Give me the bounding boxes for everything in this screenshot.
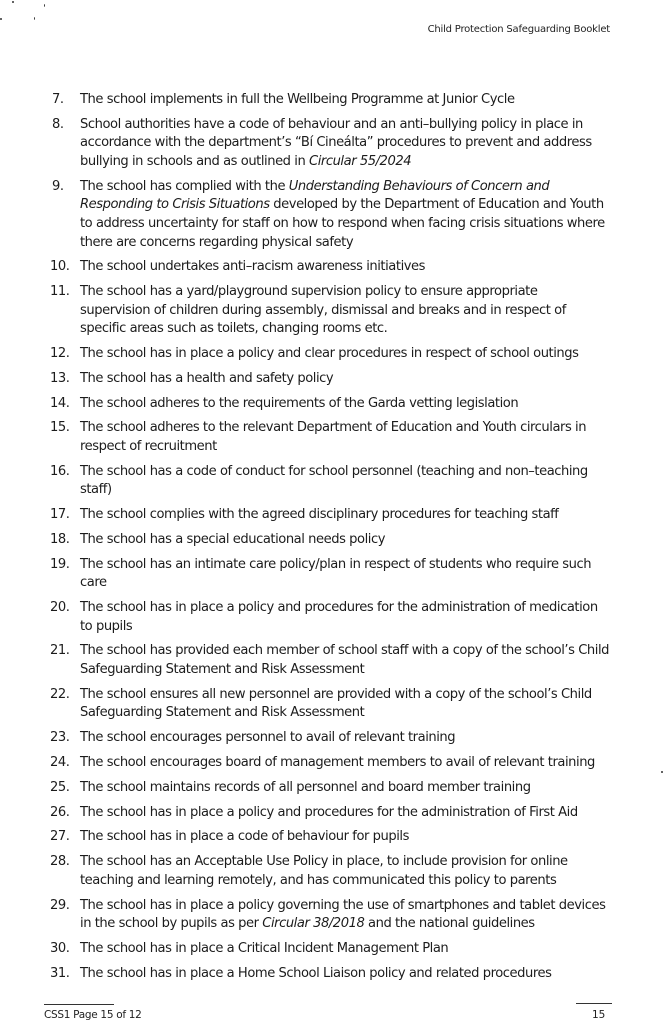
list-item xyxy=(50,965,610,984)
item-number: 22. xyxy=(50,686,70,702)
item-text xyxy=(80,506,610,525)
item-text xyxy=(80,556,610,593)
item-text xyxy=(80,779,610,798)
item-text xyxy=(80,531,610,550)
item-text xyxy=(80,828,610,847)
list-item xyxy=(50,556,610,593)
item-text xyxy=(80,116,610,172)
item-number: 20. xyxy=(50,600,70,616)
item-text xyxy=(80,965,610,984)
list-item xyxy=(50,828,610,847)
item-text xyxy=(80,853,610,890)
item-text xyxy=(80,686,610,723)
item-text xyxy=(80,258,610,277)
item-number: 12. xyxy=(50,346,70,362)
item-text-segment: The school has a health and safety policy xyxy=(80,370,334,386)
item-text xyxy=(80,754,610,773)
item-text-segment: and the national guidelines xyxy=(364,916,535,932)
footer-rule-left xyxy=(44,1004,114,1005)
item-text-segment: The school has in place a policy and procedures for the administration of medication to pupils xyxy=(80,600,598,634)
item-number: 21. xyxy=(50,643,70,659)
item-number: 28. xyxy=(50,854,70,870)
item-text-segment: The school adheres to the relevant Department of Education and Youth circulars in respect of recruitment xyxy=(80,420,587,454)
item-text-segment: The school has in place a code of behaviour for pupils xyxy=(80,829,409,845)
list-item xyxy=(50,395,610,414)
item-text xyxy=(80,897,610,934)
checklist xyxy=(50,91,610,989)
item-number: 31. xyxy=(50,965,70,981)
item-text-segment: The school has in place a Critical Incident Management Plan xyxy=(80,940,449,956)
item-text xyxy=(80,178,610,252)
item-number: 11. xyxy=(50,284,70,300)
item-text-emphasis: Understanding Behaviours of Concern and Responding to Crisis Situations xyxy=(80,178,550,213)
item-text xyxy=(80,463,610,500)
item-text xyxy=(80,283,610,339)
item-text-segment: The school encourages board of management members to avail of relevant training xyxy=(80,755,595,770)
item-text-segment: developed by the Department of Education and Youth to address uncertainty for staff on how to respond when facing crisis situations where there are concerns regarding physical safety xyxy=(80,197,605,250)
scan-speck xyxy=(661,771,663,773)
list-item xyxy=(50,686,610,723)
running-header: Child Protection Safeguarding Booklet xyxy=(427,24,610,35)
item-number: 19. xyxy=(50,556,70,572)
item-text-segment: The school has complied with the xyxy=(80,178,289,194)
list-item xyxy=(50,419,610,456)
list-item xyxy=(50,91,610,110)
footer-page-number: 15 xyxy=(592,1009,606,1021)
item-number: 16. xyxy=(50,463,70,479)
item-text-segment: The school has in place a policy governing the use of smartphones and tablet devices in the school by pupils as per xyxy=(80,897,606,932)
item-text xyxy=(80,91,610,110)
list-item xyxy=(50,178,610,252)
item-text xyxy=(80,804,610,823)
list-item xyxy=(50,258,610,277)
item-number: 8. xyxy=(52,116,64,132)
item-text xyxy=(80,395,610,414)
item-text xyxy=(80,419,610,456)
item-text xyxy=(80,345,610,364)
item-number: 23. xyxy=(50,730,70,746)
list-item xyxy=(50,729,610,748)
item-text-segment: The school has a yard/playground supervision policy to ensure appropriate supervision of children during assembly, dismissal and breaks and in respect of specific areas such as toilets, changing rooms etc. xyxy=(80,284,566,337)
item-number: 17. xyxy=(50,507,70,523)
item-text-segment: The school implements in full the Wellbeing Programme at Junior Cycle xyxy=(80,92,515,107)
list-item xyxy=(50,897,610,934)
list-item xyxy=(50,370,610,389)
item-number: 27. xyxy=(50,829,70,845)
list-item xyxy=(50,531,610,550)
item-number: 10. xyxy=(50,259,70,275)
item-text-emphasis: Circular 38/2018 xyxy=(262,916,365,932)
scan-speck xyxy=(12,1,14,3)
item-text xyxy=(80,599,610,636)
list-item xyxy=(50,779,610,798)
item-text xyxy=(80,370,610,389)
item-text-segment: The school has in place a policy and clear procedures in respect of school outings xyxy=(80,346,579,362)
item-text xyxy=(80,940,610,959)
list-item xyxy=(50,599,610,636)
item-number: 24. xyxy=(50,755,70,770)
list-item xyxy=(50,116,610,172)
list-item xyxy=(50,463,610,500)
item-number: 26. xyxy=(50,804,70,820)
item-text-segment: School authorities have a code of behaviour and an anti–bullying policy in place in accordance with the department’s “Bí Cineálta” procedures to prevent and address bullying in schools and as outlined in xyxy=(80,116,592,169)
list-item xyxy=(50,804,610,823)
list-item xyxy=(50,283,610,339)
list-item xyxy=(50,940,610,959)
item-text-emphasis: Circular 55/2024 xyxy=(309,153,412,169)
item-text-segment: The school has in place a Home School Liaison policy and related procedures xyxy=(80,965,552,981)
item-text-segment: The school has provided each member of school staff with a copy of the school’s Child Safeguarding Statement and Risk Assessment xyxy=(80,643,610,678)
item-text xyxy=(80,642,610,679)
item-text-segment: The school adheres to the requirements of the Garda vetting legislation xyxy=(80,395,519,411)
item-number: 25. xyxy=(50,779,70,795)
scan-speck xyxy=(34,17,35,20)
item-text-segment: The school has an intimate care policy/plan in respect of students who require such care xyxy=(80,556,592,591)
item-number: 7. xyxy=(52,92,64,107)
item-text xyxy=(80,729,610,748)
item-number: 14. xyxy=(50,395,70,411)
item-number: 15. xyxy=(50,420,70,436)
item-text-segment: The school maintains records of all personnel and board member training xyxy=(80,779,531,795)
item-number: 30. xyxy=(50,940,70,956)
list-item xyxy=(50,345,610,364)
list-item xyxy=(50,506,610,525)
item-number: 29. xyxy=(50,897,70,913)
item-text-segment: The school encourages personnel to avail of relevant training xyxy=(80,730,456,746)
item-text-segment: The school has in place a policy and procedures for the administration of First Aid xyxy=(80,804,578,820)
list-item xyxy=(50,853,610,890)
scan-speck xyxy=(44,4,45,7)
item-text-segment: The school has a special educational needs policy xyxy=(80,531,385,547)
item-number: 18. xyxy=(50,531,70,547)
footer-rule-right xyxy=(576,1003,612,1004)
item-text-segment: The school ensures all new personnel are provided with a copy of the school’s Child Safeguarding Statement and Risk Assessment xyxy=(80,686,592,721)
item-text-segment: The school undertakes anti–racism awareness initiatives xyxy=(80,259,426,275)
list-item xyxy=(50,642,610,679)
scan-speck xyxy=(0,18,2,20)
item-text-segment: The school has an Acceptable Use Policy in place, to include provision for online teaching and learning remotely, and has communicated this policy to parents xyxy=(80,854,568,888)
item-number: 9. xyxy=(52,178,64,194)
item-text-segment: The school has a code of conduct for school personnel (teaching and non–teaching staff) xyxy=(80,463,588,498)
footer-page-reference: CSS1 Page 15 of 12 xyxy=(44,1009,142,1021)
item-number: 13. xyxy=(50,370,70,386)
item-text-segment: The school complies with the agreed disciplinary procedures for teaching staff xyxy=(80,507,559,523)
list-item xyxy=(50,754,610,773)
